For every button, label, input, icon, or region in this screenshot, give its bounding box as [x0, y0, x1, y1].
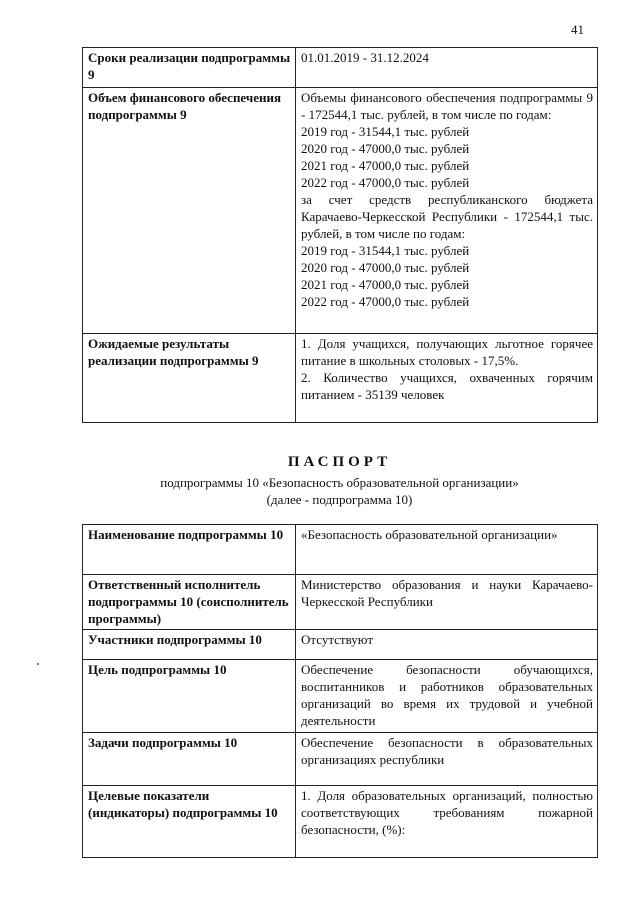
row-value-responsible-executor [296, 575, 598, 630]
table-row [83, 334, 598, 423]
table-row [83, 88, 598, 334]
value-line: Объемы финансового обеспечения подпрограммы 9 - 172544,1 тыс. рублей, в том числе по годам: [301, 90, 593, 122]
row-label-participants: Участники подпрограммы 10 [83, 630, 296, 660]
value-line: 2020 год - 47000,0 тыс. рублей [301, 260, 470, 275]
table-row [83, 786, 598, 858]
value-line: Министерство образования и науки Карачаево-Черкесской Республики [301, 577, 593, 609]
value-line: 2021 год - 47000,0 тыс. рублей [301, 158, 470, 173]
row-value-expected-results [296, 334, 598, 423]
value-line: Обеспечение безопасности в образовательных организациях республики [301, 735, 593, 767]
value-line: 1. Доля образовательных организаций, полностью соответствующих требованиям пожарной безопасности, (%): [301, 788, 593, 837]
value-line: «Безопасность образовательной организации» [301, 527, 558, 542]
value-line: 2022 год - 47000,0 тыс. рублей [301, 175, 470, 190]
row-value-tasks [296, 733, 598, 786]
row-value-participants [296, 630, 598, 660]
value-line: Обеспечение безопасности обучающихся, воспитанников и работников образовательных организаций во время их трудовой и учебной деятельности [301, 662, 593, 728]
row-value-goal [296, 660, 598, 733]
subprogram-10-passport-table [82, 524, 598, 858]
value-line: 2019 год - 31544,1 тыс. рублей [301, 243, 470, 258]
table-row [83, 660, 598, 733]
subtitle-line: подпрограммы 10 «Безопасность образовательной организации» [160, 475, 519, 490]
value-line: 2022 год - 47000,0 тыс. рублей [301, 294, 470, 309]
passport-subtitle [82, 474, 597, 508]
row-value-financing-volume [296, 88, 598, 334]
value-line: 1. Доля учащихся, получающих льготное горячее питание в школьных столовых - 17,5%. [301, 336, 593, 368]
value-line: 2020 год - 47000,0 тыс. рублей [301, 141, 470, 156]
row-label-expected-results: Ожидаемые результаты реализации подпрограммы 9 [83, 334, 296, 423]
page-number: 41 [571, 22, 584, 37]
value-line: за счет средств республиканского бюджета Карачаево-Черкесской Республики - 172544,1 тыс. рублей, в том числе по годам: [301, 192, 593, 241]
row-label-tasks: Задачи подпрограммы 10 [83, 733, 296, 786]
row-value-implementation-period [296, 48, 598, 88]
table-row [83, 575, 598, 630]
row-label-goal: Цель подпрограммы 10 [83, 660, 296, 733]
table-row [83, 733, 598, 786]
passport-title: ПАСПОРТ [287, 454, 392, 470]
table-row [83, 525, 598, 575]
row-label-financing-volume: Объем финансового обеспечения подпрограммы 9 [83, 88, 296, 334]
row-label-subprogram-name: Наименование подпрограммы 10 [83, 525, 296, 575]
value-line: 2021 год - 47000,0 тыс. рублей [301, 277, 470, 292]
value-line: 01.01.2019 - 31.12.2024 [301, 50, 429, 65]
row-label-target-indicators: Целевые показатели (индикаторы) подпрограммы 10 [83, 786, 296, 858]
row-value-target-indicators [296, 786, 598, 858]
scan-dot [37, 663, 39, 665]
row-label-responsible-executor: Ответственный исполнитель подпрограммы 10 (соисполнитель программы) [83, 575, 296, 630]
subprogram-9-passport-table [82, 47, 598, 423]
row-value-subprogram-name [296, 525, 598, 575]
subtitle-line: (далее - подпрограмма 10) [266, 492, 413, 507]
value-line: 2. Количество учащихся, охваченных горячим питанием - 35139 человек [301, 370, 593, 402]
row-label-implementation-period: Сроки реализации подпрограммы 9 [83, 48, 296, 88]
table-row [83, 48, 598, 88]
table-row [83, 630, 598, 660]
value-line: Отсутствуют [301, 632, 374, 647]
value-line: 2019 год - 31544,1 тыс. рублей [301, 124, 470, 139]
